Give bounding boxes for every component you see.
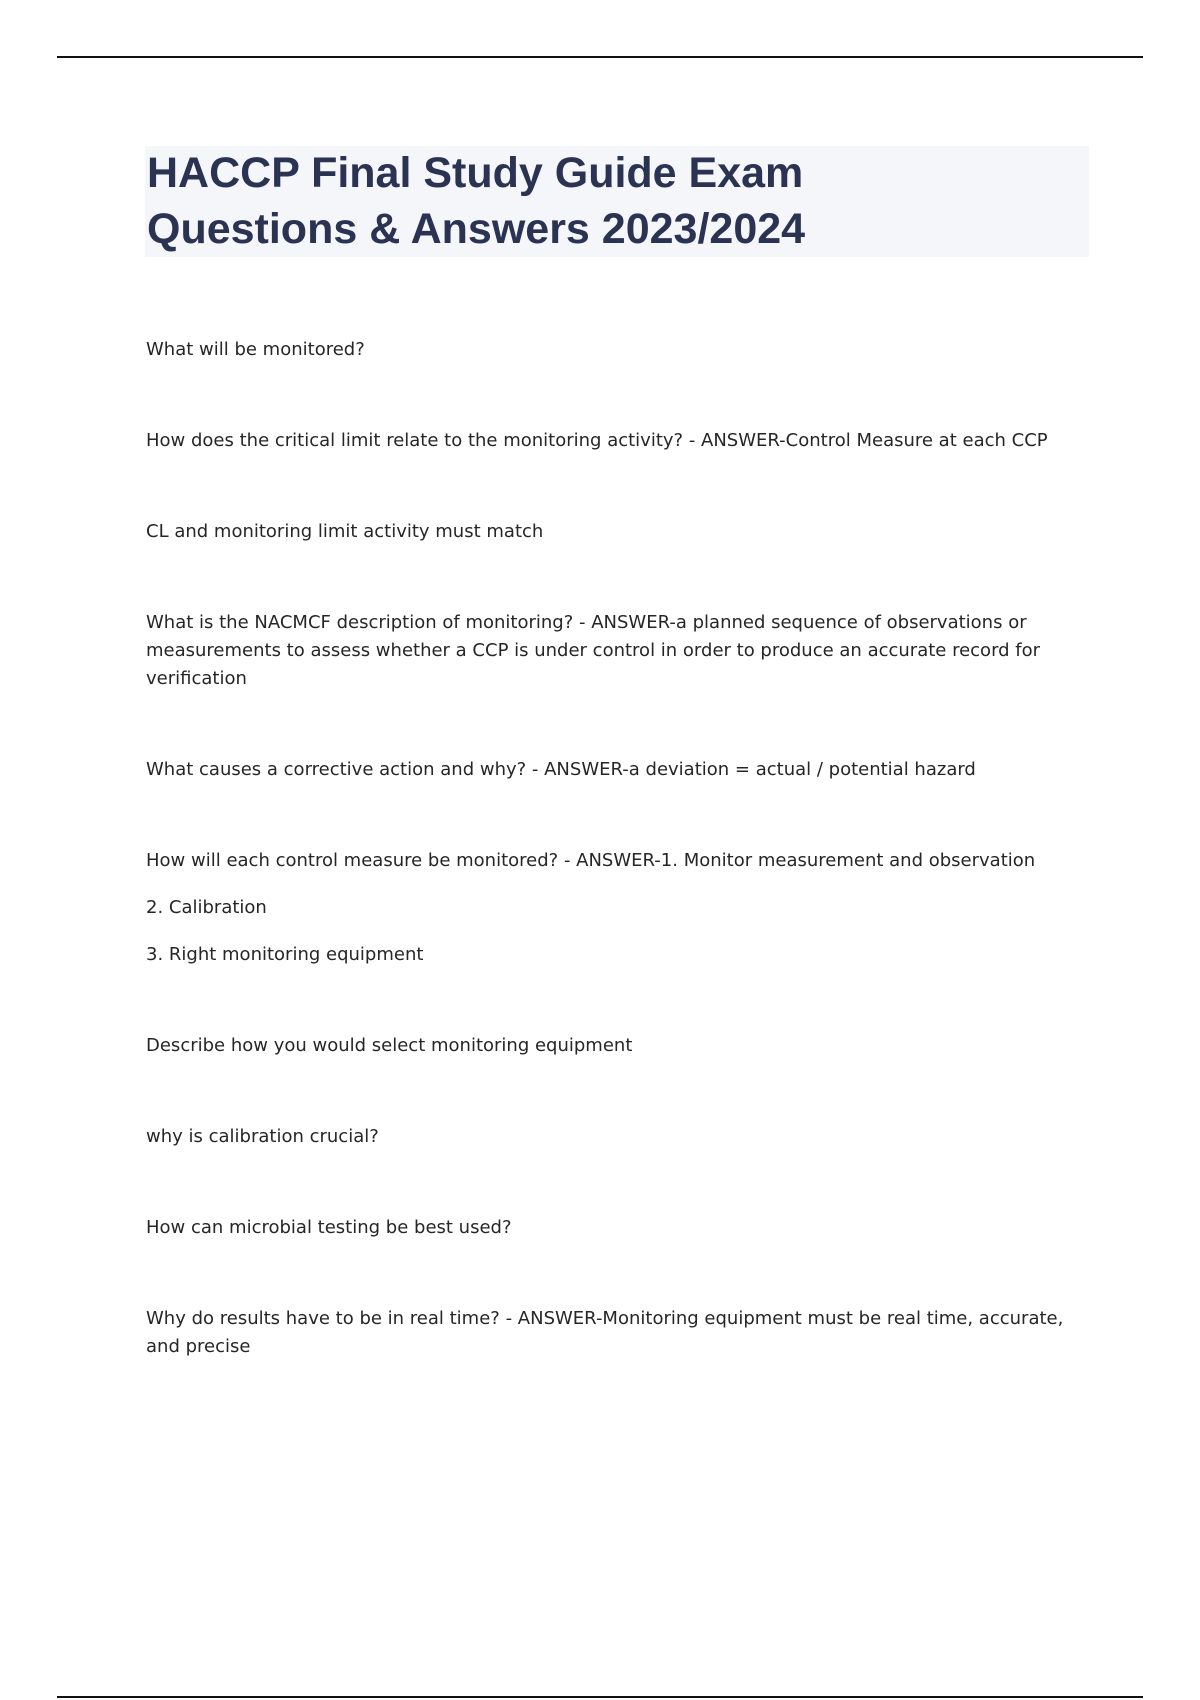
bottom-rule — [57, 1696, 1143, 1698]
list-item-equipment: 3. Right monitoring equipment — [146, 944, 424, 965]
question-corrective-action: What causes a corrective action and why? - ANSWER-a deviation = actual / potential hazard — [146, 759, 976, 780]
title-line-1: HACCP Final Study Guide Exam — [147, 149, 804, 197]
question-control-measure: How will each control measure be monitored? - ANSWER-1. Monitor measurement and observation — [146, 850, 1036, 871]
question-select-equipment: Describe how you would select monitoring equipment — [146, 1035, 633, 1056]
title-line-2: Questions & Answers 2023/2024 — [147, 205, 806, 253]
question-monitored: What will be monitored? — [146, 339, 365, 360]
question-microbial-testing: How can microbial testing be best used? — [146, 1217, 512, 1238]
question-nacmcf: What is the NACMCF description of monitoring? - ANSWER-a planned sequence of observations or measurements to assess whether a CCP is under control in order to produce an accurate record for verification — [146, 612, 1041, 689]
answer-cl-match: CL and monitoring limit activity must match — [146, 521, 544, 542]
question-calibration: why is calibration crucial? — [146, 1126, 379, 1147]
question-real-time: Why do results have to be in real time? - ANSWER-Monitoring equipment must be real time, accurate, and precise — [146, 1308, 1064, 1357]
list-item-calibration: 2. Calibration — [146, 897, 267, 918]
question-critical-limit: How does the critical limit relate to the monitoring activity? - ANSWER-Control Measure at each CCP — [146, 430, 1048, 451]
page-title — [147, 145, 1077, 257]
document-body — [146, 336, 1086, 1361]
top-rule — [57, 56, 1143, 58]
